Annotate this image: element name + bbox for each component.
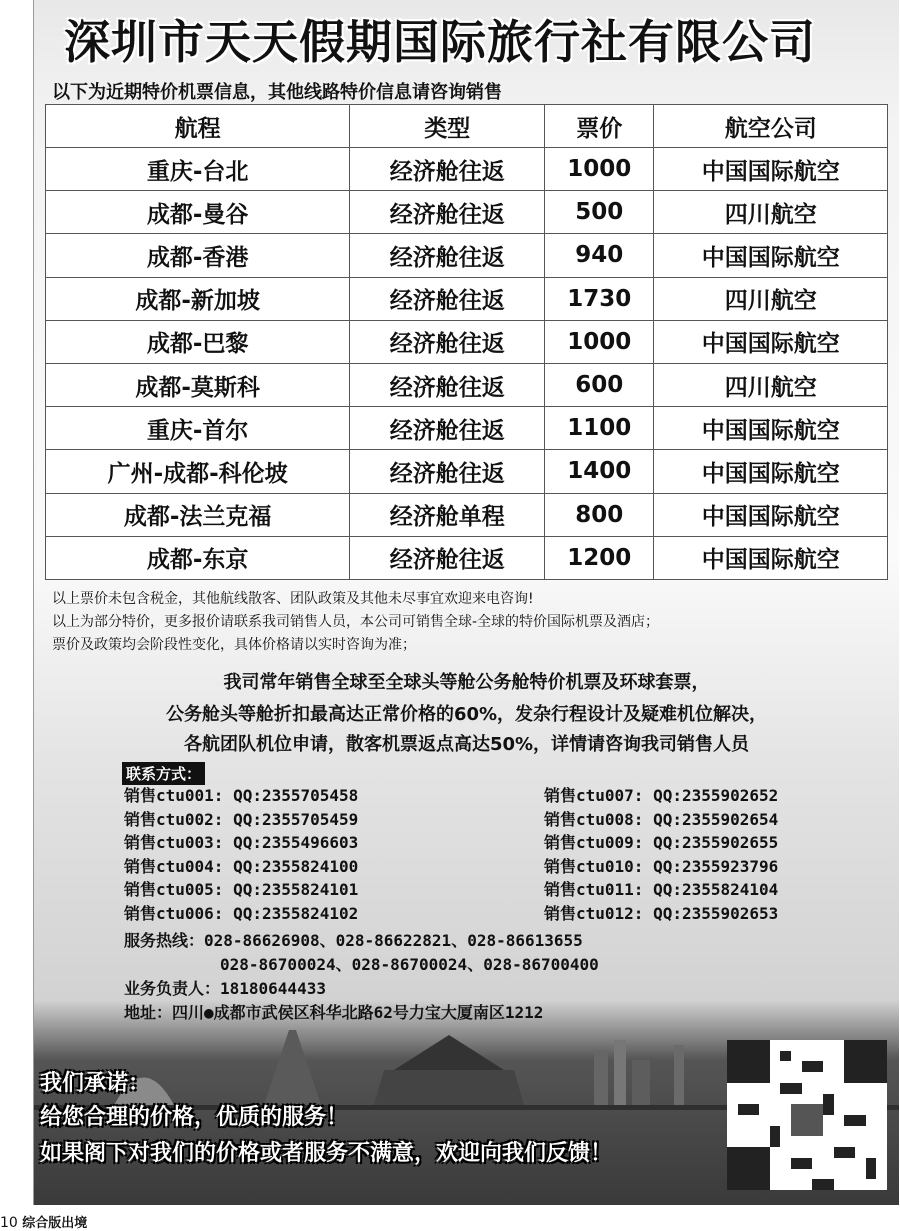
airline-cell: 四川航空 [654,363,888,406]
note-line: 票价及政策均会阶段性变化，具体价格请以实时咨询为准； [52,637,416,653]
type-cell: 经济舱往返 [350,191,545,234]
section-label: 综合版出境 [22,1216,88,1231]
note-line: 以上票价未包含税金，其他航线散客、团队政策及其他未尽事宜欢迎来电咨询! [52,591,534,607]
route-cell: 成都-莫斯科 [46,363,350,406]
price-cell: 600 [545,363,654,406]
sales-contact: 销售ctu006: QQ:2355824102 [124,903,359,923]
price-cell: 1400 [545,450,654,493]
pledge-line-2: 如果阁下对我们的价格或者服务不满意，欢迎向我们反馈！ [40,1141,613,1166]
table-row [46,234,888,277]
business-manager: 业务负责人：18180644433 [124,979,326,998]
page-number: 10 [0,1215,18,1231]
table-row [46,277,888,320]
fare-table-header [46,105,888,148]
airline-cell: 四川航空 [654,191,888,234]
sales-contact: 销售ctu009: QQ:2355902655 [544,833,779,852]
route-cell: 成都-新加坡 [46,277,350,320]
fare-notes [52,588,659,657]
promo-line-2: 公务舱头等舱折扣最高达正常价格的60%，发杂行程设计及疑难机位解决， [165,704,768,725]
airline-cell: 中国国际航空 [654,407,888,450]
header-type: 类型 [350,105,545,148]
airline-cell: 四川航空 [654,277,888,320]
sales-contact: 销售ctu010: QQ:2355923796 [544,856,779,876]
service-hotline: 服务热线：028-86626908、028-86622821、028-86613655 [124,931,583,950]
route-cell: 广州-成都-科伦坡 [46,450,350,493]
temple-of-heaven-icon [374,1070,524,1105]
type-cell: 经济舱单程 [350,493,545,536]
route-cell: 重庆-首尔 [46,407,350,450]
price-cell: 1000 [545,148,654,191]
type-cell: 经济舱往返 [350,536,545,579]
sales-contact: 销售ctu011: QQ:2355824104 [544,880,779,899]
route-cell: 成都-东京 [46,536,350,579]
sales-contacts-left [124,784,358,925]
office-address: 地址：四川●成都市武侯区科华北路62号力宝大厦南区1212 [124,1003,544,1022]
promo-line-1: 我司常年销售全球至全球头等舱公务舱特价机票及环球套票， [223,672,710,693]
type-cell: 经济舱往返 [350,363,545,406]
price-cell: 500 [545,191,654,234]
sales-contact: 销售ctu007: QQ:2355902652 [544,786,779,805]
route-cell: 成都-曼谷 [46,191,350,234]
airline-cell: 中国国际航空 [654,450,888,493]
price-cell: 1100 [545,407,654,450]
header-route: 航程 [46,105,350,148]
table-row [46,450,888,493]
promo-line-3: 各航团队机位申请，散客机票返点高达50%，详情请咨询我司销售人员 [183,734,750,755]
pledge-heading: 我们承诺： [40,1071,151,1096]
service-hotline-cont: 028-86700024、028-86700024、028-86700400 [220,955,599,974]
price-cell: 1730 [545,277,654,320]
sales-contact: 销售ctu005: QQ:2355824101 [124,880,359,899]
airline-cell: 中国国际航空 [654,493,888,536]
type-cell: 经济舱往返 [350,450,545,493]
table-row [46,493,888,536]
type-cell: 经济舱往返 [350,234,545,277]
table-row [46,536,888,579]
sales-contact: 销售ctu002: QQ:2355705459 [124,809,359,829]
airline-cell: 中国国际航空 [654,320,888,363]
sales-contacts-right [544,784,778,925]
sales-contact: 销售ctu012: QQ:2355902653 [544,903,779,923]
route-cell: 成都-巴黎 [46,320,350,363]
fare-table [45,104,888,580]
pledge-line-1: 给您合理的价格，优质的服务！ [40,1105,349,1130]
price-cell: 940 [545,234,654,277]
table-row [46,363,888,406]
advert-poster [33,0,899,1205]
sales-contact: 销售ctu001: QQ:2355705458 [124,786,359,805]
table-row [46,191,888,234]
note-line: 以上为部分特价，更多报价请联系我司销售人员，本公司可销售全球-全球的特价国际机票及酒店； [52,614,660,630]
header-price: 票价 [545,105,654,148]
type-cell: 经济舱往返 [350,320,545,363]
price-cell: 1000 [545,320,654,363]
contact-heading: 联系方式： [122,762,205,785]
table-row [46,148,888,191]
header-airline: 航空公司 [654,105,888,148]
airline-cell: 中国国际航空 [654,536,888,579]
sales-contact: 销售ctu004: QQ:2355824100 [124,856,359,876]
eiffel-tower-icon [264,1030,321,1105]
table-row [46,407,888,450]
type-cell: 经济舱往返 [350,277,545,320]
table-row [46,320,888,363]
company-title: 深圳市天天假期国际旅行社有限公司 [64,15,816,69]
fares-subtitle: 以下为近期特价机票信息，其他线路特价信息请咨询销售 [52,82,502,103]
airline-cell: 中国国际航空 [654,234,888,277]
sales-contact: 销售ctu008: QQ:2355902654 [544,809,779,829]
page-footer [0,1212,87,1231]
sales-contact: 销售ctu003: QQ:2355496603 [124,833,359,852]
price-cell: 800 [545,493,654,536]
type-cell: 经济舱往返 [350,148,545,191]
airline-cell: 中国国际航空 [654,148,888,191]
type-cell: 经济舱往返 [350,407,545,450]
route-cell: 重庆-台北 [46,148,350,191]
qr-code-icon [727,1040,887,1190]
route-cell: 成都-香港 [46,234,350,277]
route-cell: 成都-法兰克福 [46,493,350,536]
price-cell: 1200 [545,536,654,579]
